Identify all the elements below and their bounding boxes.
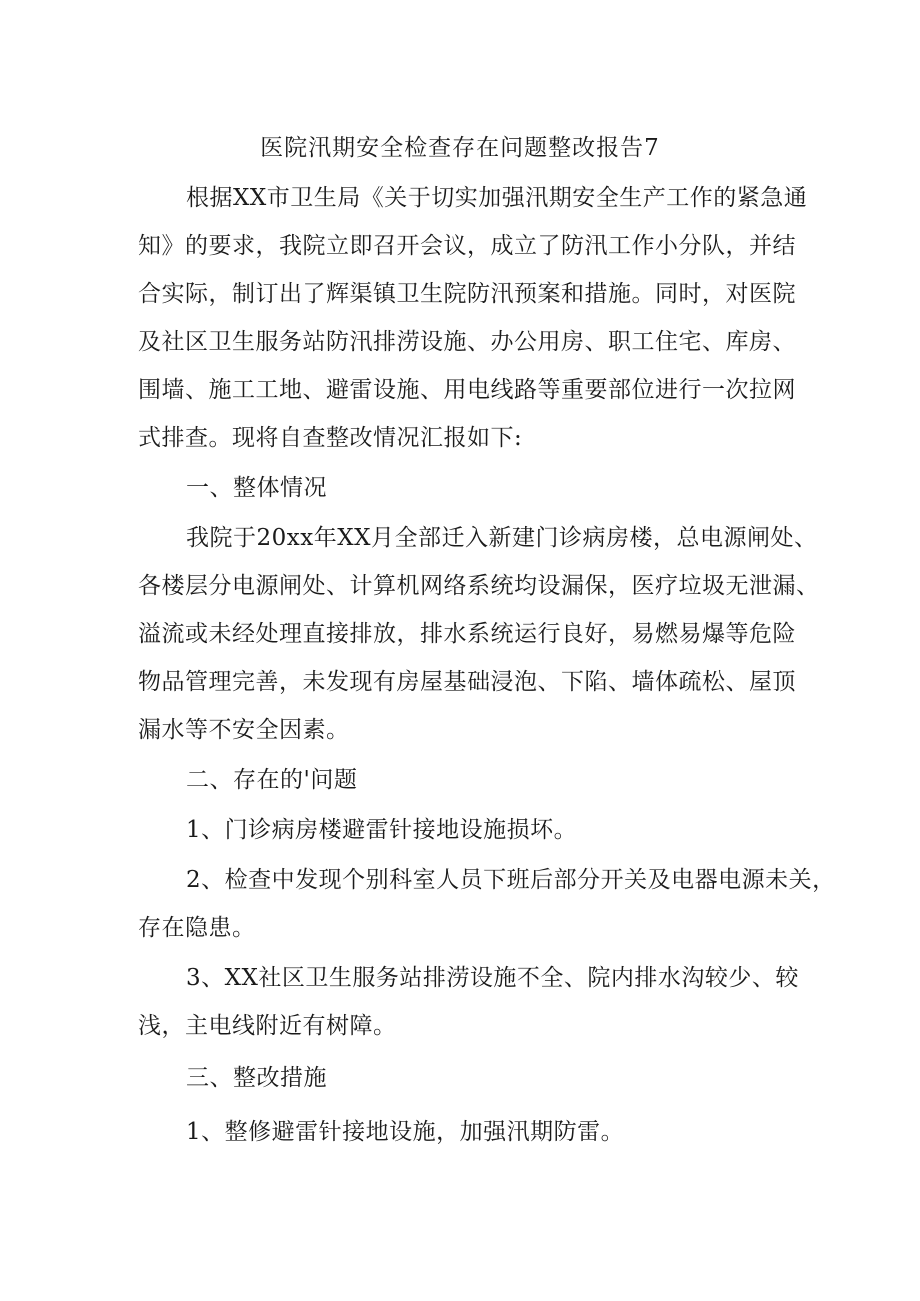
text-line: 我院于20xx年XX月全部迁入新建门诊病房楼，总电源闸处、 bbox=[186, 525, 818, 551]
text-line: 物品管理完善，未发现有房屋基础浸泡、下陷、墙体疏松、屋顶 bbox=[138, 669, 796, 695]
text-line: 围墙、施工工地、避雷设施、用电线路等重要部位进行一次拉网 bbox=[138, 377, 796, 403]
list-item: 2、检查中发现个别科室人员下班后部分开关及电器电源未关， bbox=[186, 867, 836, 893]
section-heading: 二、存在的'问题 bbox=[186, 767, 358, 793]
list-item: 1、整修避雷针接地设施，加强汛期防雷。 bbox=[186, 1119, 625, 1145]
text-line: 各楼层分电源闸处、计算机网络系统均设漏保，医疗垃圾无泄漏、 bbox=[138, 573, 820, 599]
document-title: 医院汛期安全检查存在问题整改报告7 bbox=[260, 135, 660, 161]
section-heading: 三、整改措施 bbox=[186, 1065, 327, 1091]
text-line: 知》的要求，我院立即召开会议，成立了防汛工作小分队，并结 bbox=[138, 233, 796, 259]
text-line: 及社区卫生服务站防汛排涝设施、办公用房、职工住宅、库房、 bbox=[138, 329, 796, 355]
text-line: 合实际，制订出了辉渠镇卫生院防汛预案和措施。同时，对医院 bbox=[138, 281, 796, 307]
text-line: 存在隐患。 bbox=[138, 915, 256, 941]
list-item: 1、门诊病房楼避雷针接地设施损坏。 bbox=[186, 817, 578, 843]
text-line: 漏水等不安全因素。 bbox=[138, 717, 350, 743]
list-item: 3、XX社区卫生服务站排涝设施不全、院内排水沟较少、较 bbox=[186, 965, 799, 991]
text-line: 根据XX市卫生局《关于切实加强汛期安全生产工作的紧急通 bbox=[186, 185, 808, 211]
text-line: 浅，主电线附近有树障。 bbox=[138, 1013, 397, 1039]
text-line: 溢流或未经处理直接排放，排水系统运行良好，易燃易爆等危险 bbox=[138, 621, 796, 647]
text-line: 式排查。现将自查整改情况汇报如下: bbox=[138, 425, 523, 451]
section-heading: 一、整体情况 bbox=[186, 475, 327, 501]
